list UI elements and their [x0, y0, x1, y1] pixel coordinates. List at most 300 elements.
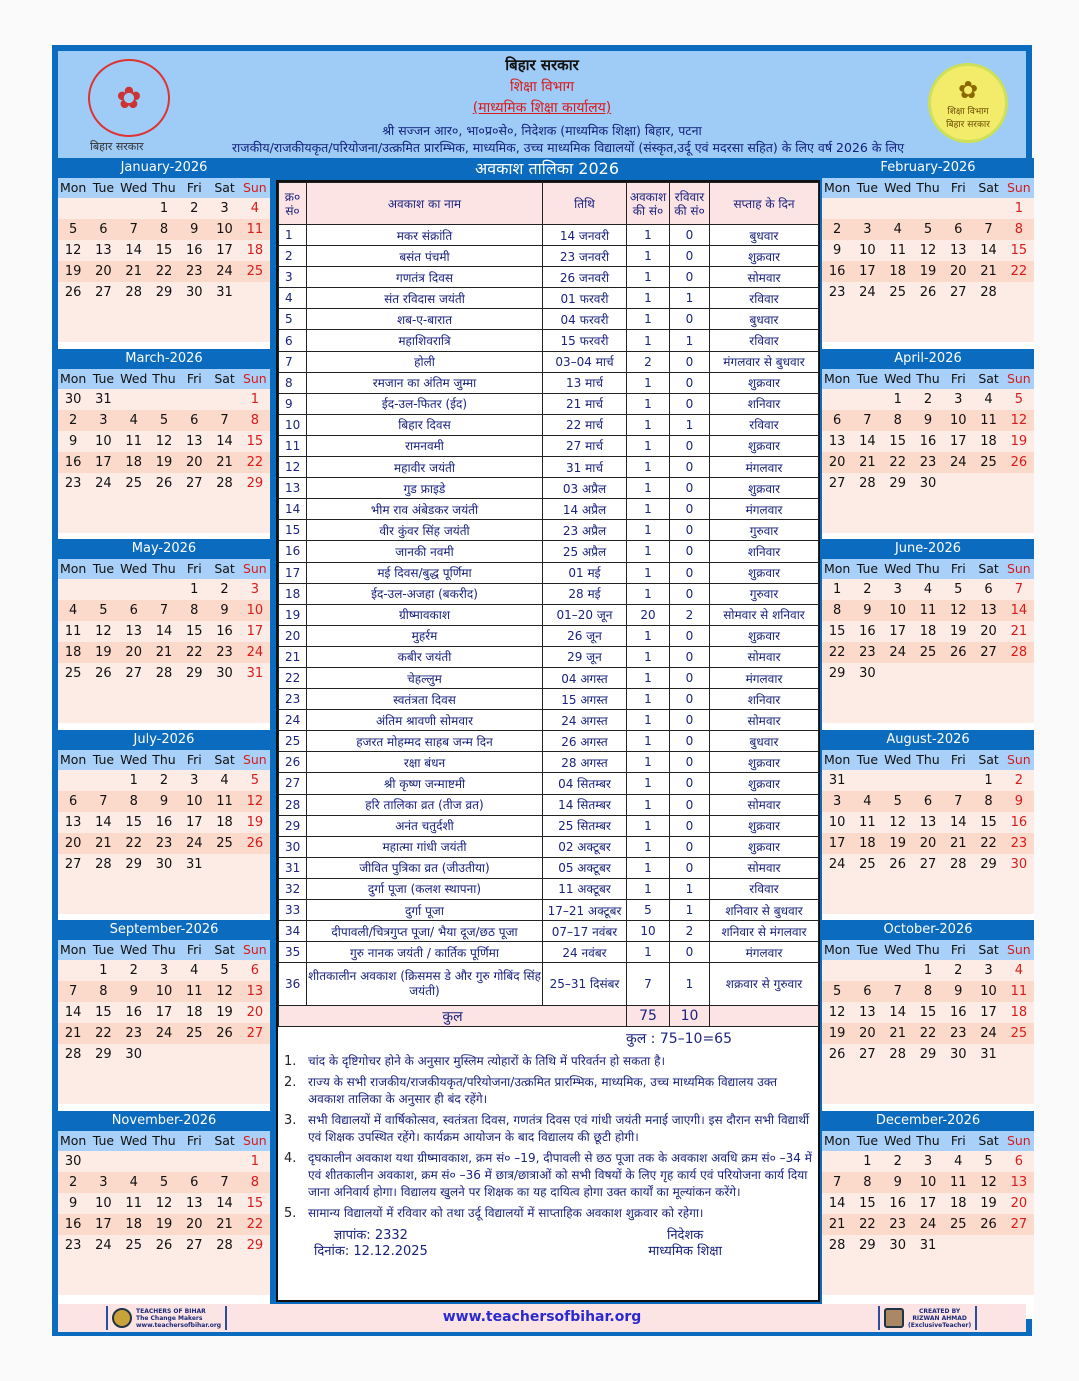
note-item: [284, 1150, 812, 1201]
subtitle-line: राजकीय/राजकीयकृत/परियोजना/उत्क्रमित प्रारम्भिक, माध्यमिक, उच्च माध्यमिक विद्यालयों (संस्कृत,उर्दू एवं मदरसा सहित) के लिए वर्ष 2026 के लिए: [231, 140, 905, 155]
day-cell: 26: [155, 475, 173, 491]
day-cell: 1: [250, 1153, 259, 1169]
day-cell: 26: [919, 285, 937, 300]
day-cell: 26: [216, 1026, 233, 1041]
sunday-count: 0: [670, 393, 710, 414]
month-calendar: [822, 349, 1034, 533]
holiday-name: अनंत चतुर्दशी: [307, 815, 543, 836]
day-cell: 6: [923, 793, 933, 809]
day-cell: 7: [1014, 582, 1023, 597]
holiday-date: 15 फरवरी: [543, 330, 627, 351]
month-title: October-2026: [822, 920, 1034, 940]
weekday-label: Thu: [152, 561, 176, 576]
day-cell: [149, 389, 179, 410]
day-cell: 15: [1010, 243, 1028, 258]
day-cell: 4: [1014, 963, 1023, 978]
holiday-count: 5: [627, 900, 670, 921]
day-cell: 30: [155, 856, 173, 872]
week-row: [822, 261, 1034, 282]
weekday-label: Mon: [59, 751, 87, 767]
day-cell: 25: [125, 1237, 142, 1253]
weekday: शुक्रवार: [710, 836, 819, 857]
weekday-header: [58, 369, 270, 389]
holiday-count: 1: [627, 667, 670, 688]
weekday-header: [822, 750, 1034, 770]
week-row: [822, 1023, 1034, 1044]
day-cell: 27: [859, 1047, 876, 1062]
weekday-label: Sat: [978, 1132, 999, 1148]
logo-text: शिक्षा विभाग: [947, 107, 989, 117]
day-cell: 25: [125, 475, 142, 491]
serial-number: 23: [279, 689, 307, 710]
weekday-label: Sat: [214, 942, 235, 957]
day-cell: [852, 960, 882, 981]
holiday-count: 1: [627, 435, 670, 456]
day-cell: 2: [1014, 772, 1023, 788]
day-cell: 26: [828, 1047, 846, 1062]
month-calendar: [58, 1111, 270, 1295]
holiday-date: 21 मार्च: [543, 393, 627, 414]
sunday-count: 0: [670, 857, 710, 878]
day-cell: 6: [833, 412, 842, 428]
day-cell: 14: [216, 433, 233, 449]
notes-section: [278, 1027, 818, 1262]
holiday-count: 1: [627, 942, 670, 963]
table-row: [279, 604, 819, 625]
day-cell: 5: [69, 222, 78, 237]
day-cell: 1: [129, 772, 138, 788]
day-cell: 17: [155, 1005, 173, 1020]
day-cell: 24: [186, 835, 203, 851]
day-cell: 7: [159, 603, 169, 618]
day-cell: 5: [250, 772, 259, 788]
day-cell: 10: [155, 984, 173, 999]
week-row: [58, 621, 270, 642]
day-cell: 22: [246, 1216, 264, 1232]
sunday-count: 1: [670, 878, 710, 899]
signatory-department: माध्यमिक शिक्षा: [648, 1244, 722, 1260]
holiday-name: महात्मा गांधी जयंती: [307, 836, 543, 857]
day-cell: 3: [893, 582, 902, 597]
table-row: [279, 435, 819, 456]
day-cell: 19: [828, 1026, 846, 1041]
day-cell: [1004, 473, 1034, 494]
holiday-count: 1: [627, 625, 670, 646]
weekday-label: Thu: [152, 370, 176, 386]
day-cell: 8: [863, 1174, 872, 1190]
holiday-name: भीम राव अंबेडकर जयंती: [307, 499, 543, 520]
day-cell: 27: [186, 475, 203, 491]
table-row: [279, 942, 819, 963]
day-cell: 25: [859, 856, 876, 872]
day-cell: 27: [980, 645, 997, 660]
day-cell: 8: [893, 412, 902, 428]
day-cell: 30: [125, 1047, 142, 1062]
table-row: [279, 246, 819, 267]
day-cell: 5: [954, 582, 963, 597]
day-cell: 26: [95, 666, 112, 681]
day-cell: 6: [984, 582, 993, 597]
weekday-label: Mon: [823, 942, 851, 957]
day-cell: [119, 1151, 149, 1172]
weekday-label: Wed: [884, 1132, 912, 1148]
week-row: [822, 473, 1034, 494]
week-row: [822, 812, 1034, 833]
serial-number: 16: [279, 541, 307, 562]
day-cell: 21: [155, 645, 173, 660]
day-cell: 16: [186, 243, 203, 258]
day-cell: 15: [155, 243, 173, 258]
day-cell: 5: [220, 963, 229, 978]
serial-number: 7: [279, 351, 307, 372]
footer: [58, 1304, 1026, 1332]
table-row: [279, 372, 819, 393]
day-cell: 23: [155, 835, 173, 851]
holiday-date: 04 अगस्त: [543, 667, 627, 688]
day-cell: 20: [1010, 1195, 1028, 1211]
day-cell: 18: [919, 624, 937, 639]
note-item: [284, 1205, 812, 1222]
sunday-count: 1: [670, 414, 710, 435]
holiday-date: 26 अगस्त: [543, 731, 627, 752]
day-cell: 1: [833, 582, 842, 597]
month-calendar: [58, 730, 270, 914]
day-cell: 20: [919, 835, 937, 851]
day-cell: 26: [64, 285, 82, 300]
weekday: शनिवार: [710, 393, 819, 414]
month-days: [822, 389, 1034, 533]
weekday: शनिवार से मंगलवार: [710, 921, 819, 942]
week-row: [58, 473, 270, 494]
sunday-count: 0: [670, 457, 710, 478]
day-cell: 3: [954, 391, 963, 407]
holiday-count: 1: [627, 246, 670, 267]
holiday-count: 1: [627, 288, 670, 309]
weekday-label: Tue: [92, 942, 115, 957]
week-row: [822, 1151, 1034, 1172]
holiday-name: मई दिवस/बुद्ध पूर्णिमा: [307, 562, 543, 583]
day-cell: 7: [129, 222, 138, 237]
weekday-label: Wed: [120, 370, 148, 386]
day-cell: 21: [216, 454, 233, 470]
day-cell: 25: [980, 454, 997, 470]
day-cell: 23: [125, 1026, 142, 1041]
day-cell: 12: [95, 624, 112, 639]
holiday-date: 24 अगस्त: [543, 710, 627, 731]
holiday-date: 25 सितम्बर: [543, 815, 627, 836]
day-cell: 11: [64, 624, 82, 639]
day-cell: 21: [1010, 624, 1028, 639]
day-cell: 31: [919, 1237, 937, 1253]
day-cell: 30: [889, 1237, 906, 1253]
holiday-count: 1: [627, 689, 670, 710]
weekday-label: Sat: [214, 561, 235, 576]
week-row: [58, 791, 270, 812]
day-cell: 4: [984, 391, 993, 407]
month-title: December-2026: [822, 1111, 1034, 1131]
holiday-count: 10: [627, 921, 670, 942]
weekday: शुक्रवार: [710, 372, 819, 393]
day-cell: 1: [159, 201, 169, 216]
day-cell: 18: [246, 243, 264, 258]
day-cell: 25: [919, 645, 937, 660]
serial-number: 14: [279, 499, 307, 520]
holiday-date: 04 सितम्बर: [543, 773, 627, 794]
holiday-count: 1: [627, 267, 670, 288]
day-cell: 27: [1010, 1216, 1028, 1232]
holiday-date: 28 मई: [543, 583, 627, 604]
emblem-icon: ✿: [957, 76, 979, 104]
serial-number: 21: [279, 646, 307, 667]
day-cell: [883, 770, 913, 791]
weekday-header: [58, 1131, 270, 1151]
day-cell: 21: [64, 1026, 82, 1041]
day-cell: 8: [984, 793, 993, 809]
day-cell: 1: [190, 582, 199, 597]
day-cell: 26: [246, 835, 264, 851]
holiday-date: 22 मार्च: [543, 414, 627, 435]
day-cell: 16: [950, 1005, 967, 1020]
week-row: [822, 1172, 1034, 1193]
week-row: [58, 1235, 270, 1256]
day-cell: 11: [246, 222, 264, 237]
day-cell: 3: [863, 222, 872, 237]
day-cell: 10: [216, 222, 233, 237]
serial-number: 8: [279, 372, 307, 393]
day-cell: 1: [250, 391, 259, 407]
day-cell: 2: [220, 582, 229, 597]
weekday: शुक्रवार: [710, 752, 819, 773]
weekday-label: Mon: [823, 1132, 851, 1148]
month-calendar: [822, 920, 1034, 1104]
day-cell: 3: [923, 1153, 933, 1169]
serial-number: 15: [279, 520, 307, 541]
weekday-label: Tue: [92, 370, 115, 386]
note-item: [284, 1053, 812, 1070]
month-title: May-2026: [58, 539, 270, 559]
holiday-date: 14 सितम्बर: [543, 794, 627, 815]
sunday-count: 0: [670, 752, 710, 773]
day-cell: 17: [186, 814, 203, 830]
weekday-label: Fri: [186, 942, 202, 957]
holiday-name: ईद-उल-अजहा (बकरीद): [307, 583, 543, 604]
day-cell: 9: [923, 412, 933, 428]
week-row: [822, 1002, 1034, 1023]
holiday-count: 1: [627, 710, 670, 731]
weekday: सोमवार: [710, 646, 819, 667]
week-row: [822, 770, 1034, 791]
day-cell: 21: [859, 454, 876, 470]
holiday-name: जानकी नवमी: [307, 541, 543, 562]
holiday-count: 1: [627, 499, 670, 520]
day-cell: 12: [1010, 412, 1028, 428]
weekday: शुक्रवार: [710, 625, 819, 646]
table-row: [279, 520, 819, 541]
day-cell: 12: [216, 984, 233, 999]
website-link[interactable]: www.teachersofbihar.org: [442, 1309, 642, 1325]
day-cell: 9: [893, 1174, 902, 1190]
director-line: श्री सज्जन आर०, भा०प्र०से०, निदेशक (माध्यमिक शिक्षा) बिहार, पटना: [382, 123, 702, 138]
weekday-label: Mon: [823, 751, 851, 767]
day-cell: 9: [1014, 793, 1023, 809]
month-calendar: [58, 539, 270, 723]
serial-number: 35: [279, 942, 307, 963]
day-cell: 18: [1010, 1005, 1028, 1020]
sunday-count: 0: [670, 520, 710, 541]
day-cell: 22: [919, 1026, 937, 1041]
holiday-name: हजरत मोहम्मद साहब जन्म दिन: [307, 731, 543, 752]
weekday-label: Sun: [242, 370, 267, 386]
day-cell: 6: [250, 963, 259, 978]
day-cell: [149, 1044, 179, 1065]
month-days: [822, 1151, 1034, 1295]
weekday-header: [58, 750, 270, 770]
weekday-label: Wed: [884, 751, 912, 767]
week-row: [58, 1151, 270, 1172]
holiday-table: [278, 182, 819, 1027]
weekday: मंगलवार से बुधवार: [710, 351, 819, 372]
table-row: [279, 625, 819, 646]
day-cell: 13: [980, 603, 997, 618]
day-cell: 1: [1014, 201, 1023, 216]
week-row: [58, 389, 270, 410]
day-cell: 6: [190, 412, 199, 428]
holiday-count: 1: [627, 646, 670, 667]
weekday-label: Tue: [856, 561, 879, 576]
day-cell: 8: [833, 603, 842, 618]
day-cell: 18: [64, 645, 82, 660]
holiday-count: 1: [627, 457, 670, 478]
month-calendar: [822, 539, 1034, 723]
column-header-date: तिथि: [543, 183, 627, 225]
day-cell: 1: [863, 1153, 872, 1169]
day-cell: 18: [125, 454, 142, 470]
day-cell: 7: [99, 793, 108, 809]
day-cell: 6: [954, 222, 963, 237]
day-cell: 24: [889, 645, 906, 660]
weekday-label: Sun: [1006, 370, 1031, 386]
sunday-count: 1: [670, 900, 710, 921]
day-cell: 3: [220, 201, 229, 216]
weekday-label: Sun: [1006, 561, 1031, 576]
day-cell: [58, 960, 88, 981]
table-row: [279, 836, 819, 857]
sunday-count: 0: [670, 541, 710, 562]
day-cell: 19: [919, 264, 937, 279]
weekday-header: [822, 369, 1034, 389]
week-row: [58, 261, 270, 282]
day-cell: 22: [889, 454, 906, 470]
weekday-label: Fri: [950, 561, 966, 576]
holiday-name: गुरु नानक जयंती / कार्तिक पूर्णिमा: [307, 942, 543, 963]
weekday-header: [822, 1131, 1034, 1151]
day-cell: 8: [1014, 222, 1023, 237]
weekday-label: Sun: [242, 180, 267, 195]
week-row: [58, 600, 270, 621]
day-cell: 17: [246, 624, 264, 639]
holiday-date: 17–21 अक्टूबर: [543, 900, 627, 921]
note-number: 2.: [284, 1075, 297, 1091]
week-row: [822, 389, 1034, 410]
day-cell: [1004, 663, 1034, 684]
table-row: [279, 288, 819, 309]
holiday-name: दीपावली/चित्रगुप्त पूजा/ भैया दूज/छठ पूजा: [307, 921, 543, 942]
day-cell: 29: [95, 1047, 112, 1062]
week-row: [58, 1193, 270, 1214]
sunday-count: 0: [670, 625, 710, 646]
day-cell: 30: [64, 1153, 82, 1169]
sunday-count: 0: [670, 710, 710, 731]
sunday-count: 0: [670, 646, 710, 667]
day-cell: 29: [980, 856, 997, 872]
day-cell: [240, 854, 270, 875]
day-cell: 23: [919, 454, 937, 470]
day-cell: 10: [95, 433, 112, 449]
holiday-name: वीर कुंवर सिंह जयंती: [307, 520, 543, 541]
table-row: [279, 309, 819, 330]
emblem-caption: बिहार सरकार: [90, 140, 144, 153]
sunday-count: 1: [670, 288, 710, 309]
table-row: [279, 710, 819, 731]
weekday: शक्रवार से गुरुवार: [710, 963, 819, 1006]
note-number: 5.: [284, 1206, 297, 1222]
total-label: कुल: [279, 1006, 627, 1027]
weekday-label: Fri: [950, 1132, 966, 1148]
day-cell: 19: [155, 1216, 173, 1232]
day-cell: 14: [95, 814, 112, 830]
sunday-count: 0: [670, 435, 710, 456]
day-cell: 21: [216, 1216, 233, 1232]
day-cell: [943, 770, 973, 791]
day-cell: [58, 579, 88, 600]
day-cell: 23: [186, 264, 203, 279]
day-cell: 7: [863, 412, 872, 428]
day-cell: 31: [186, 856, 203, 872]
day-cell: 26: [980, 1216, 997, 1232]
serial-number: 5: [279, 309, 307, 330]
day-cell: 4: [190, 963, 199, 978]
week-row: [58, 452, 270, 473]
weekday: सोमवार: [710, 710, 819, 731]
month-title: January-2026: [58, 158, 270, 178]
weekday-header: [58, 178, 270, 198]
day-cell: 10: [919, 1174, 937, 1190]
day-cell: 6: [1014, 1153, 1023, 1169]
holiday-name: बसंत पंचमी: [307, 246, 543, 267]
day-cell: 24: [95, 475, 112, 491]
day-cell: 31: [216, 285, 233, 300]
day-cell: 27: [125, 666, 142, 681]
serial-number: 32: [279, 878, 307, 899]
day-cell: 29: [246, 475, 264, 491]
weekday-label: Fri: [950, 180, 966, 195]
day-cell: [1004, 1235, 1034, 1256]
weekday-label: Tue: [92, 561, 115, 576]
day-cell: 1: [893, 391, 902, 407]
day-cell: 15: [889, 433, 906, 449]
week-row: [58, 854, 270, 875]
month-title: June-2026: [822, 539, 1034, 559]
day-cell: 27: [64, 856, 82, 872]
holiday-count: 1: [627, 478, 670, 499]
table-row: [279, 794, 819, 815]
day-cell: 5: [984, 1153, 993, 1169]
day-cell: 26: [889, 856, 906, 872]
serial-number: 26: [279, 752, 307, 773]
day-cell: 17: [980, 1005, 997, 1020]
total-row: [279, 1006, 819, 1027]
weekday-header: [58, 940, 270, 960]
